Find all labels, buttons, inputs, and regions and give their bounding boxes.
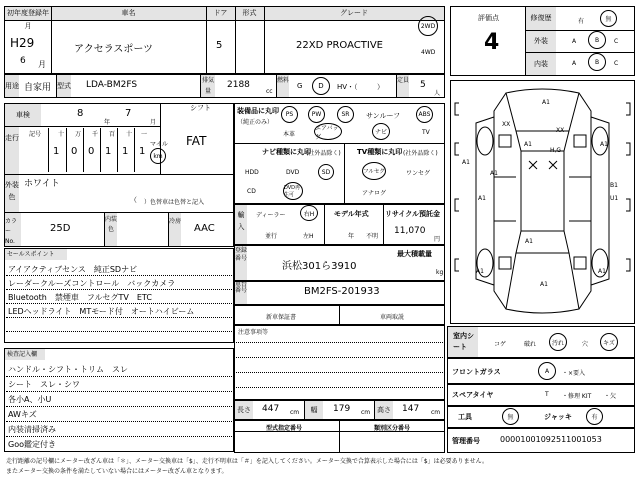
fuel-hv: HV・（: [337, 83, 358, 91]
length-label: 長さ: [235, 401, 253, 419]
damage-mark-13: A1: [540, 281, 548, 288]
tv-title: TV種類に丸印: [357, 148, 403, 156]
spare-t: T: [545, 391, 549, 398]
shift-label: シフト: [190, 104, 211, 112]
check-line-3: AWキズ: [8, 410, 37, 419]
cc-unit: cc: [266, 88, 273, 95]
check-line-0: ハンドル・シフト・トリム スレ: [8, 365, 128, 374]
nav-cd: CD: [247, 188, 256, 195]
repair-label: 修復歴: [526, 7, 556, 30]
footer-note-1: 走行距離の記号欄にメーター改ざん車は「＊」、メーター交換車は「$」、走行不明車は「＃」を記入してください。メーター交換で合算表示した場合には「$」は必要ありません。: [6, 458, 488, 465]
management-label: 管理番号: [452, 437, 480, 445]
capacity-label: 定員: [397, 75, 409, 97]
inspection-month: 7: [125, 108, 132, 119]
tv-analog: アナログ: [362, 190, 387, 197]
model-year-unit: 年: [348, 233, 355, 240]
grade-value: 22XD PROACTIVE: [296, 40, 383, 51]
eq-sr: SR: [337, 106, 354, 123]
spare-tire-label: スペアタイヤ: [452, 391, 494, 399]
length-value: 447: [262, 404, 280, 414]
displacement-value: 2188: [227, 80, 250, 90]
inspection-month-unit: 月: [150, 119, 157, 126]
int-a: A: [572, 60, 577, 67]
eq-navi: ナビ: [372, 123, 390, 140]
tools-value: 無: [502, 408, 519, 425]
seat-stain: 汚れ: [549, 333, 567, 351]
digit-3: 1: [105, 146, 112, 157]
drive-2wd: 2WD: [418, 16, 438, 36]
reg-year-header: 初年度登録年月: [7, 9, 49, 30]
damage-mark-1: XX: [502, 121, 511, 128]
plate-value: 浜松301ら3910: [282, 261, 357, 272]
digit-0: 1: [53, 146, 60, 157]
damage-mark-2: XX: [556, 127, 565, 134]
eq-tv: TV: [422, 129, 430, 136]
damage-mark-12: A1: [476, 268, 484, 275]
damage-mark-4: A1: [600, 141, 608, 148]
digit-h-3: 千: [92, 131, 99, 138]
management-value: 00001001092511001053: [500, 435, 602, 444]
tv-oneseg: ワンセグ: [406, 170, 431, 177]
int-b: B: [588, 53, 606, 71]
reg-month: 6: [20, 56, 26, 66]
capacity-value: 5: [420, 80, 426, 90]
ext-c: C: [614, 38, 619, 45]
type-label: 型式: [57, 75, 71, 97]
capacity-unit: 人: [434, 90, 441, 97]
digit-2: 0: [88, 146, 95, 157]
check-line-4: 内装清掃済み: [8, 425, 56, 434]
ac-value: AAC: [194, 223, 215, 234]
reg-month-unit: 月: [38, 60, 46, 69]
import-left: 左H: [303, 233, 314, 240]
check-line-1: シート スレ・シワ: [8, 380, 80, 389]
tv-fullseg: フルセグ: [362, 162, 386, 180]
doors-header: ドア: [206, 7, 235, 21]
new-car-warranty: 新車保証書: [266, 314, 297, 321]
color-note: ）色替車は色替と記入: [144, 199, 205, 206]
import-label: 輸入: [235, 205, 247, 244]
width-unit: cm: [361, 409, 371, 416]
color-paren: （: [130, 196, 137, 204]
check-label: 検査記入欄: [5, 349, 45, 360]
damage-mark-0: A1: [542, 99, 550, 106]
seat-burn: コゲ: [494, 341, 507, 348]
import-right: 右H: [300, 205, 318, 221]
car-name-header: 車名: [51, 7, 206, 21]
sales-line-0: アイアクティブセンス 純正SDナビ: [8, 265, 138, 274]
check-line-5: Goo鑑定付き: [8, 440, 56, 449]
height-value: 147: [402, 404, 420, 414]
eq-airbag: エアバッグ: [314, 123, 342, 140]
doors-value: 5: [216, 40, 223, 51]
km-unit: km: [150, 148, 166, 164]
class-number-label: 類別区分番号: [374, 425, 411, 432]
jack-label: ジャッキ: [544, 413, 572, 421]
tools-block: [447, 406, 635, 428]
recycle-label: リサイクル預託金: [385, 210, 441, 218]
seat-scratch: キズ: [600, 333, 618, 351]
notes-label: 注意事項等: [238, 329, 269, 336]
damage-mark-6: A1: [462, 159, 470, 166]
repair-no: 無: [600, 10, 617, 27]
sales-line-2: Bluetooth 禁煙車 フルセグTV ETC: [8, 293, 152, 302]
damage-mark-14: A1: [598, 268, 606, 275]
import-dealer: ディーラー: [256, 212, 286, 219]
seat-hole: 穴: [582, 341, 589, 348]
eq-abs: ABS: [416, 106, 433, 123]
notes-block: [234, 325, 445, 400]
digit-h-0: 記号: [29, 131, 42, 138]
chassis-label: 車台番号: [235, 282, 247, 304]
ac-label: 冷房: [169, 213, 181, 246]
sales-line-1: レーダークルーズコントロール バックカメラ: [8, 279, 176, 288]
length-unit: cm: [290, 409, 300, 416]
equipment-title: 装備品に丸印: [237, 107, 279, 115]
type-value: LDA-BM2FS: [86, 80, 138, 90]
max-load-label: 最大積載量: [397, 250, 432, 258]
fuel-close: ）: [377, 83, 384, 91]
model-year-unknown: 不明: [366, 233, 379, 240]
footer-note-2: またメーター交換の条件を満たしていない場合にはメーター改ざん車となります。: [6, 468, 228, 475]
nav-dvd-play: DVD再生可: [283, 182, 303, 200]
plate-label: 登録番号: [235, 246, 247, 280]
eq-pw: PW: [308, 106, 325, 123]
chassis-value: BM2FS-201933: [304, 286, 380, 297]
front-glass-note: ・×要入: [562, 370, 586, 377]
inspection-label: 車検: [5, 104, 41, 126]
front-glass-label: フロントガラス: [452, 368, 501, 376]
spare-missing: ・欠: [604, 393, 617, 400]
model-header: 形式: [235, 7, 264, 21]
equipment-subtitle: （純正のみ）: [237, 119, 274, 126]
inspection-year: 8: [77, 108, 84, 119]
color-value: ホワイト: [24, 179, 60, 189]
damage-mark-8: A1: [478, 195, 486, 202]
color-label: 外装色: [5, 175, 19, 212]
digit-4: 1: [122, 146, 129, 157]
color-code-label: カラー No.: [5, 213, 21, 246]
nav-hdd: HDD: [245, 169, 259, 176]
seat-tear: 破れ: [524, 341, 537, 348]
digit-h-5: 十: [126, 131, 133, 138]
score-label: 評価点: [478, 14, 499, 22]
eq-sunroof: サンルーフ: [366, 112, 401, 120]
fuel-label: 燃料: [277, 75, 289, 97]
width-value: 179: [333, 404, 351, 414]
digit-h-2: 万: [75, 131, 82, 138]
int-c: C: [614, 60, 619, 67]
height-label: 高さ: [375, 401, 393, 419]
damage-mark-5: H,G: [550, 147, 562, 154]
vehicle-manual: 車両取説: [380, 314, 405, 321]
digit-h-6: 一: [141, 131, 148, 138]
usage-value: 自家用: [24, 83, 52, 93]
front-glass-a: A: [538, 362, 556, 380]
digit-h-1: 十: [58, 131, 65, 138]
damage-mark-10: B1: [610, 182, 618, 189]
digit-h-4: 百: [109, 131, 116, 138]
score-value: 4: [484, 30, 500, 55]
interior-color-label: 内装色: [105, 213, 117, 246]
sales-label: セールスポイント: [5, 249, 67, 260]
sales-line-3: LEDヘッドライト MTモード付 オートハイビーム: [8, 307, 195, 316]
height-unit: cm: [431, 409, 441, 416]
damage-mark-3: A1: [524, 141, 532, 148]
recycle-value: 11,070: [394, 226, 426, 236]
mileage-label: 走行: [5, 127, 19, 174]
fuel-d: D: [312, 77, 330, 95]
ext-b: B: [588, 31, 606, 49]
grade-header: グレード: [264, 7, 444, 21]
nav-dvd: DVD: [286, 169, 300, 176]
spare-kit: ・修理 KIT: [562, 393, 592, 400]
eq-leather: 本革: [283, 131, 296, 138]
ext-a: A: [572, 38, 577, 45]
nav-sub: (社外品除く): [306, 150, 341, 157]
digit-1: 0: [71, 146, 78, 157]
mile-label: マイル: [150, 141, 168, 148]
nav-sd: SD: [318, 164, 334, 180]
interior-score-label: 内装: [526, 53, 556, 75]
kg-unit: kg: [436, 269, 444, 276]
import-parallel: 並行: [265, 233, 278, 240]
displacement-label: 排気量: [201, 77, 214, 95]
car-name: アクセラスポーツ: [74, 44, 153, 55]
model-year-label: モデル年式: [334, 210, 369, 218]
exterior-label: 外装: [526, 31, 556, 52]
width-label: 幅: [305, 401, 323, 419]
recycle-yen: 円: [434, 236, 441, 243]
interior-seat-label: 室内シート: [448, 327, 478, 357]
damage-mark-7: A1: [490, 170, 498, 177]
reg-year: H29: [10, 36, 35, 50]
jack-value: 有: [586, 408, 603, 425]
tools-label: 工具: [458, 413, 472, 421]
type-number-label: 型式指定番号: [266, 425, 303, 432]
nav-title: ナビ種類に丸印: [262, 148, 311, 156]
color-code-value: 25D: [50, 223, 71, 234]
usage-label: 用途: [5, 75, 19, 97]
inspection-year-unit: 年: [104, 119, 111, 126]
damage-mark-11: U1: [610, 195, 619, 202]
check-line-2: 各小A、小U: [8, 395, 52, 404]
fuel-g: G: [297, 82, 303, 90]
repair-yes: 有: [578, 18, 585, 25]
shift-value: FAT: [186, 134, 207, 148]
eq-ps: PS: [281, 106, 298, 123]
digit-5: 1: [139, 146, 146, 157]
damage-mark-9: A1: [525, 238, 533, 245]
drive-4wd: 4WD: [421, 49, 436, 56]
tv-sub: (社外品除く): [403, 150, 438, 157]
